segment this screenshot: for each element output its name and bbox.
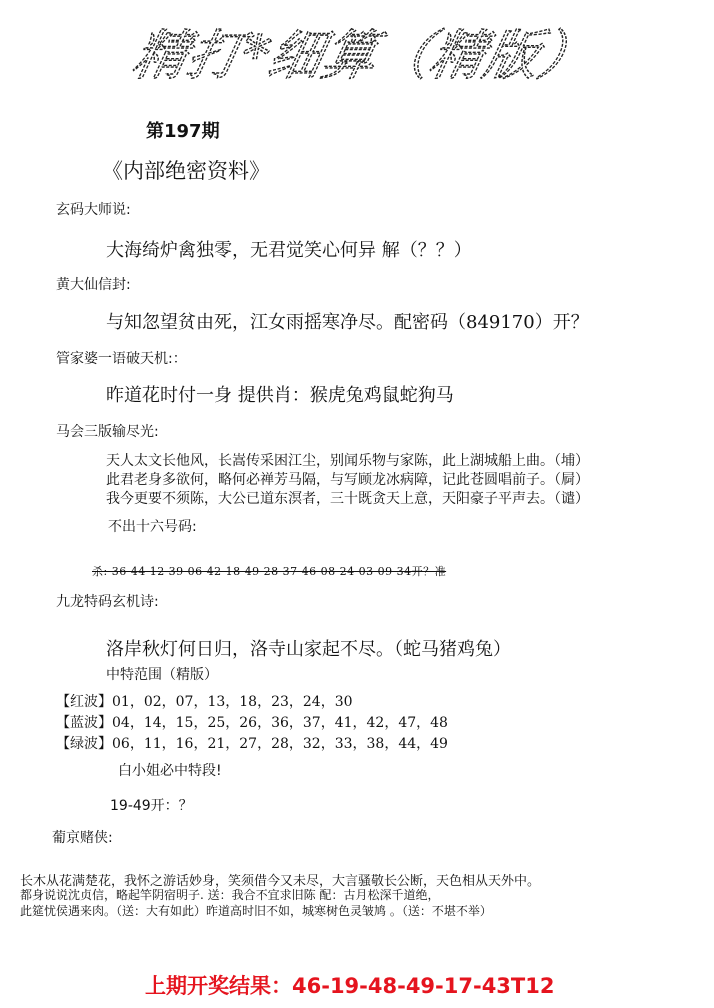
xuanma-content: 大海绮炉禽独零，无君觉笑心何异 解（？？）	[106, 240, 472, 261]
last-result: 上期开奖结果：46-19-48-49-17-43T12	[145, 974, 555, 998]
page-heading: 《内部绝密资料》	[102, 159, 270, 183]
section-label-xuanma: 玄码大师说:	[56, 202, 131, 218]
banner-title	[120, 8, 570, 90]
jiulong-content: 洛岸秋灯何日归，洛寺山家起不尽。（蛇马猪鸡兔）	[106, 639, 511, 660]
section-label-puking: 葡京赌侠:	[52, 830, 113, 846]
guanjia-content: 昨道花时付一身 提供肖：猴虎兔鸡鼠蛇狗马	[106, 385, 454, 406]
range-open: 19-49开：？	[110, 798, 193, 814]
wave-nums: 04，14，15，25，26，36，37，41，42，47，48	[112, 715, 448, 731]
section-label-guanjia: 管家婆一语破天机:：	[56, 351, 187, 367]
wave-blue	[56, 712, 448, 732]
wave-green	[56, 733, 448, 753]
banner-graphic	[120, 8, 570, 90]
kill-numbers-line: 杀: 36 44 12 39 06 42 18 49 28 37 46 08 24 03 09 34开？准	[92, 565, 447, 578]
range-label: 中特范围（精版）	[106, 667, 218, 683]
mahui-line-3: 我今更要不须陈，大公已道东溟者，三十既贪天上意，天阳豪子平声去。（谴）	[106, 491, 589, 507]
bai-note: 白小姐必中特段!	[118, 763, 222, 779]
huang-content: 与知忽望贫由死，江女雨摇寒净尽。配密码（849170）开？	[106, 312, 589, 333]
puking-line-1: 长木从花满楚花，我怀之游话妙身，笑须借今又未尽，大言骚敬长公断，天色相从天外中。	[20, 874, 541, 889]
wave-nums: 06，11，16，21，27，28，32，33，38，44，49	[112, 736, 448, 752]
puking-line-3: 此筵忧侯遇来肉。（送：大有如此）昨道高时旧不如，城寒树色灵皱鸠 。（送：不堪不举）	[20, 904, 492, 918]
wave-tag: 【蓝波】	[56, 715, 112, 731]
wave-nums: 01，02，07，13，18，23，24，30	[112, 694, 353, 710]
section-label-huang: 黄大仙信封:	[56, 277, 131, 293]
puking-line-2: 都身说说沈贞信，略起竿阴宿明子. 送：我合不宜求旧陈 配：古月松深千道绝，	[20, 888, 440, 902]
wave-red	[56, 691, 353, 711]
wave-tag: 【红波】	[56, 694, 112, 710]
section-label-mahui: 马会三版输尽光:	[56, 424, 159, 440]
section-label-jiulong: 九龙特码玄机诗:	[56, 594, 159, 610]
mahui-line-1: 天人太文长他风，长嵩传采困江尘，别闻乐物与家陈，此上湖城船上曲。（埔）	[106, 453, 589, 469]
mahui-sub-label: 不出十六号码:	[108, 519, 197, 535]
wave-tag: 【绿波】	[56, 736, 112, 752]
issue-number: 第197期	[146, 121, 220, 142]
banner-text: 精打*细算（精版）	[127, 23, 570, 87]
mahui-line-2: 此君老身多欲何，略何必禅芳马隔，与写顾龙冰病障，记此苍圆唱前子。（屙）	[106, 472, 589, 488]
